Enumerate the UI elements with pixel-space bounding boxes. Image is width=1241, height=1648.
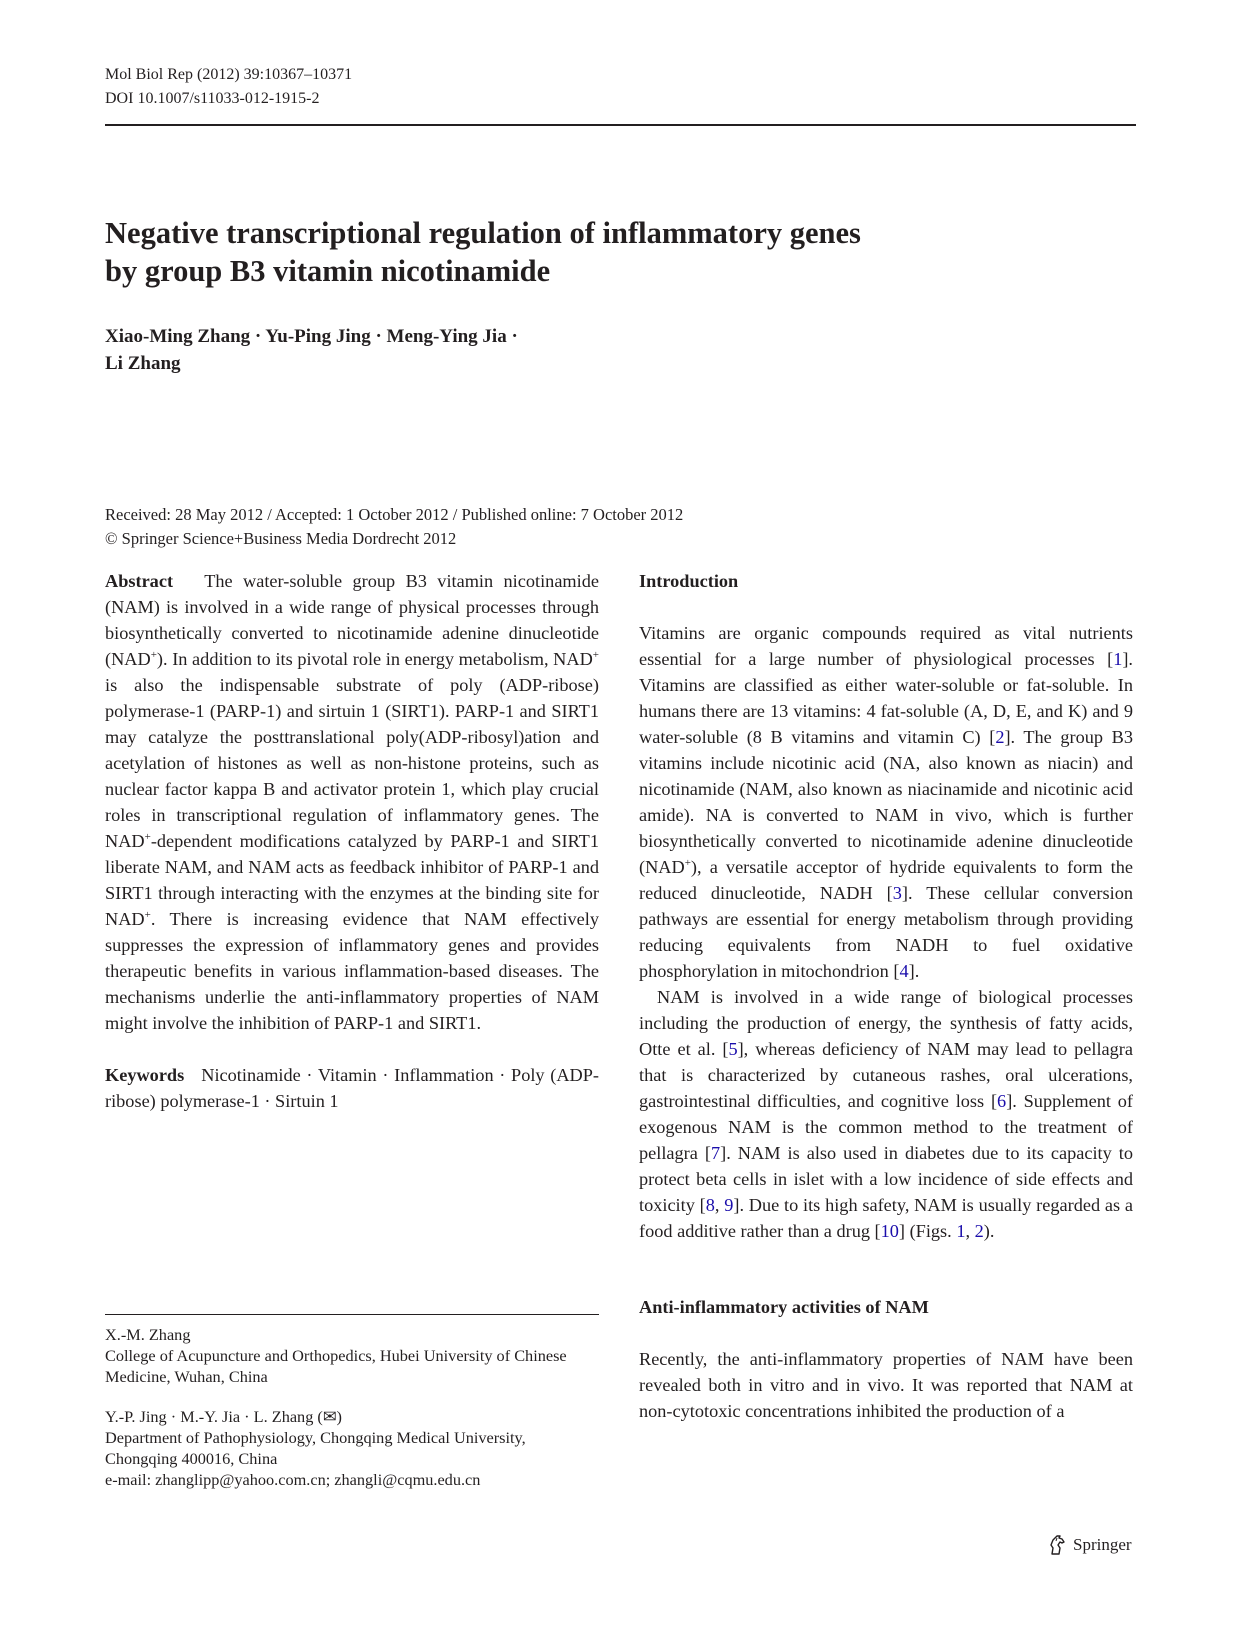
figure-link[interactable]: 2 [974,1221,984,1241]
doi[interactable]: DOI 10.1007/s11033-012-1915-2 [105,90,320,107]
citation-link[interactable]: 1 [1113,649,1123,669]
citation-link[interactable]: 3 [892,883,902,903]
keywords-label: Keywords [105,1065,185,1085]
authors-line-1: Xiao-Ming Zhang · Yu-Ping Jing · Meng-Ying Jia · [105,326,518,347]
citation-link[interactable]: 4 [899,961,909,981]
keywords-text: Nicotinamide · Vitamin · Inflammation · Poly (ADP-ribose) polymerase-1 · Sirtuin 1 [105,1065,599,1111]
figure-link[interactable]: 1 [956,1221,966,1241]
title-line-2: by group B3 vitamin nicotinamide [105,254,551,288]
citation-link[interactable]: 7 [710,1143,721,1163]
anti-inflammatory-heading: Anti-inflammatory activities of NAM [639,1297,929,1317]
history-dates: Received: 28 May 2012 / Accepted: 1 October 2012 / Published online: 7 October 2012 [105,505,684,524]
citation-link[interactable]: 2 [995,727,1005,747]
title-line-1: Negative transcriptional regulation of inflammatory genes [105,216,861,250]
citation-link[interactable]: 6 [997,1091,1007,1111]
intro-paragraph-2: NAM is involved in a wide range of biological processes including the production of energy, the synthesis of fatty acids, Otte et al. [5], whereas deficiency of NAM may lead to pellagra that is characterized by cutaneous rashes, oral ulcerations, gastrointestinal difficulties, and cognitive loss [6]. Supplement of exogenous NAM is the common method to the treatment of pellagra [7]. NAM is also used in diabetes due to its capacity to protect beta cells in islet with a low incidence of side effects and toxicity [8, 9]. Due to its high safety, NAM is usually regarded as a food additive rather than a drug [10] (Figs. 1, 2). [639,987,1134,1241]
affiliation-2-email[interactable]: e-mail: zhanglipp@yahoo.com.cn; zhangli@cqmu.edu.cn [105,1470,481,1489]
affiliation-1-name: X.-M. Zhang [105,1325,191,1344]
author-list [105,323,518,377]
running-header [105,63,352,111]
citation-link[interactable]: 8 [705,1195,715,1215]
header-rule [105,124,1136,126]
affiliation-2 [105,1406,599,1490]
citation-link[interactable]: 9 [724,1195,734,1215]
article-title [105,214,1005,290]
citation-link[interactable]: 5 [728,1039,738,1059]
springer-wordmark: Springer [1073,1535,1132,1554]
abstract-label: Abstract [105,571,174,591]
affiliation-2-institution: Department of Pathophysiology, Chongqing Medical University, Chongqing 400016, China [105,1428,526,1468]
abstract: Abstract The water-soluble group B3 vitamin nicotinamide (NAM) is involved in a wide range of physical processes through biosynthetically converted to nicotinamide adenine dinucleotide (NAD+). In addition to its pivotal role in energy metabolism, NAD+ is also the indispensable substrate of poly (ADP-ribose) polymerase-1 (PARP-1) and sirtuin 1 (SIRT1). PARP-1 and SIRT1 may catalyze the posttranslational poly(ADP-ribosyl)ation and acetylation of histones as well as non-histone proteins, such as nuclear factor kappa B and activator protein 1, which play crucial roles in transcriptional regulation of inflammatory genes. The NAD+-dependent modifications catalyzed by PARP-1 and SIRT1 liberate NAM, and NAM acts as feedback inhibitor of PARP-1 and SIRT1 through interacting with the enzymes at the binding site for NAD+. There is increasing evidence that NAM effectively suppresses the expression of inflammatory genes and provides therapeutic benefits in various inflammation-based diseases. The mechanisms underlie the anti-inflammatory properties of NAM might involve the inhibition of PARP-1 and SIRT1. [105,571,599,1033]
authors-line-2: Li Zhang [105,353,181,374]
keywords [105,1062,599,1114]
left-column [105,568,599,1114]
affiliation-1 [105,1324,599,1387]
springer-horse-icon [1048,1534,1068,1556]
publisher-logo [1048,1533,1132,1557]
right-column [639,568,1133,1424]
affiliation-1-institution: College of Acupuncture and Orthopedics, Hubei University of Chinese Medicine, Wuhan, China [105,1346,567,1386]
intro-paragraph-1: Vitamins are organic compounds required as vital nutrients essential for a large number of physiological processes [1]. Vitamins are classified as either water-soluble or fat-soluble. In humans there are 13 vitamins: 4 fat-soluble (A, D, E, and K) and 9 water-soluble (8 B vitamins and vitamin C) [2]. The group B3 vitamins include nicotinic acid (NA, also known as niacin) and nicotinamide (NAM, also known as niacinamide and nicotinic acid amide). NA is converted to NAM in vivo, which is further biosynthetically converted to nicotinamide adenine dinucleotide (NAD+), a versatile acceptor of hydride equivalents to form the reduced dinucleotide, NADH [3]. These cellular conversion pathways are essential for energy metabolism through providing reducing equivalents from NADH to fuel oxidative phosphorylation in mitochondrion [4]. [639,623,1133,981]
journal-citation: Mol Biol Rep (2012) 39:10367–10371 [105,66,353,83]
affiliation-2-names: Y.-P. Jing · M.-Y. Jia · L. Zhang (✉) [105,1407,342,1426]
affiliation-rule [105,1314,599,1315]
introduction-heading: Introduction [639,571,739,591]
citation-link[interactable]: 10 [880,1221,899,1241]
copyright-notice: © Springer Science+Business Media Dordrecht 2012 [105,529,457,548]
publication-dates [105,503,683,551]
anti-paragraph-1: Recently, the anti-inflammatory properties of NAM have been revealed both in vitro and in vivo. It was reported that NAM at non-cytotoxic concentrations inhibited the production of a [639,1349,1133,1421]
